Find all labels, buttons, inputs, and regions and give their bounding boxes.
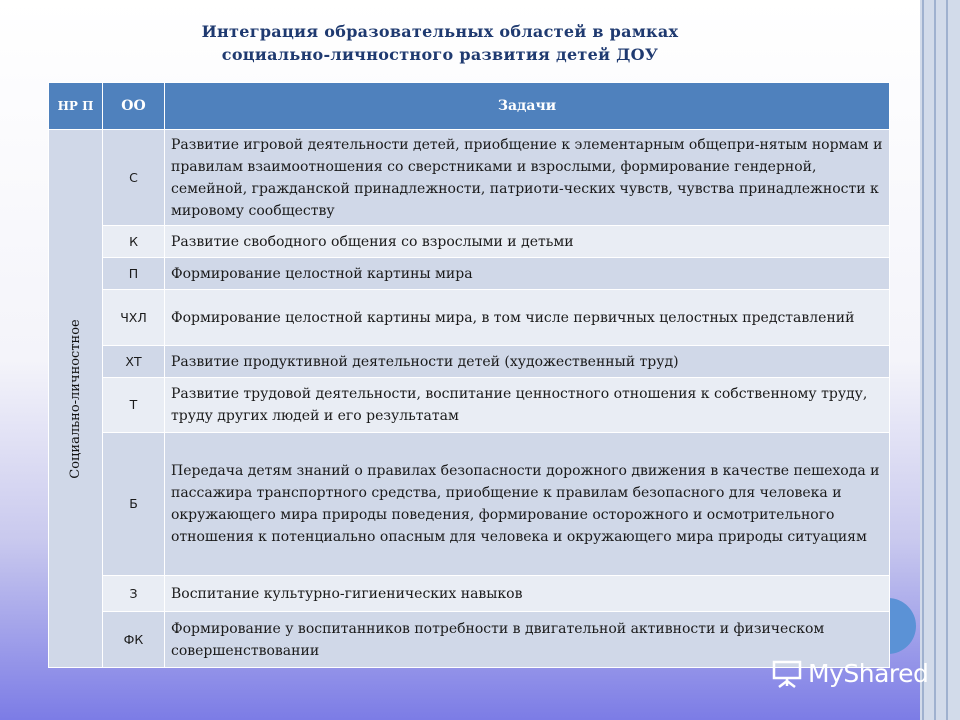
task-cell: Развитие игровой деятельности детей, приобщение к элементарным общепри-нятым нормам и правилам взаимоотношения со сверстниками и взрослыми, формирование гендерной, семейной, гражданской принадлежности, патриоти-ческих чувств, чувства принадлежности к мировому сообществу	[165, 130, 890, 226]
group-label: Социально-личностное	[67, 318, 83, 479]
decor-line	[922, 0, 924, 720]
oo-cell: С	[103, 130, 165, 226]
task-cell: Развитие свободного общения со взрослыми и детьми	[165, 226, 890, 258]
oo-cell: ЧХЛ	[103, 290, 165, 346]
oo-cell: К	[103, 226, 165, 258]
watermark-logo	[772, 654, 932, 694]
oo-cell: ХТ	[103, 346, 165, 378]
task-cell: Формирование целостной картины мира	[165, 258, 890, 290]
oo-cell: Т	[103, 378, 165, 433]
oo-cell: П	[103, 258, 165, 290]
oo-cell: Б	[103, 433, 165, 576]
oo-cell: ФК	[103, 612, 165, 668]
task-cell: Формирование целостной картины мира, в том числе первичных целостных представлений	[165, 290, 890, 346]
integration-table	[48, 82, 890, 668]
title-line-2: социально-личностного развития детей ДОУ	[221, 45, 659, 64]
decor-line	[946, 0, 948, 720]
task-cell: Развитие трудовой деятельности, воспитание ценностного отношения к собственному труду, труду других людей и его результатам	[165, 378, 890, 433]
table-header-row	[49, 83, 890, 130]
watermark-text: MyShared	[808, 659, 929, 688]
table-row	[49, 576, 890, 612]
task-cell: Формирование у воспитанников потребности в двигательной активности и физическом совершенствовании	[165, 612, 890, 668]
header-oo: ОО	[103, 83, 165, 130]
header-tasks: Задачи	[165, 83, 890, 130]
right-decor-band	[920, 0, 960, 720]
table-row	[49, 226, 890, 258]
group-cell	[49, 130, 103, 668]
task-cell: Передача детям знаний о правилах безопасности дорожного движения в качестве пешехода и пассажира транспортного средства, приобщение к правилам безопасного для человека и окружающего мира природы поведения, формирование осторожного и осмотрительного отношения к потенциально опасным для человека и окружающего мира природы ситуациям	[165, 433, 890, 576]
table-row	[49, 258, 890, 290]
table-row	[49, 378, 890, 433]
table-row	[49, 290, 890, 346]
table-row	[49, 346, 890, 378]
task-cell: Развитие продуктивной деятельности детей (художественный труд)	[165, 346, 890, 378]
title-line-1: Интеграция образовательных областей в рамках	[201, 22, 679, 41]
presentation-board-icon	[772, 658, 802, 688]
oo-cell: З	[103, 576, 165, 612]
slide-title	[80, 20, 800, 66]
table-row	[49, 433, 890, 576]
decor-line	[934, 0, 936, 720]
table-row	[49, 612, 890, 668]
task-cell: Воспитание культурно-гигиенических навыков	[165, 576, 890, 612]
table-row	[49, 130, 890, 226]
header-nrp: НР П	[49, 83, 103, 130]
